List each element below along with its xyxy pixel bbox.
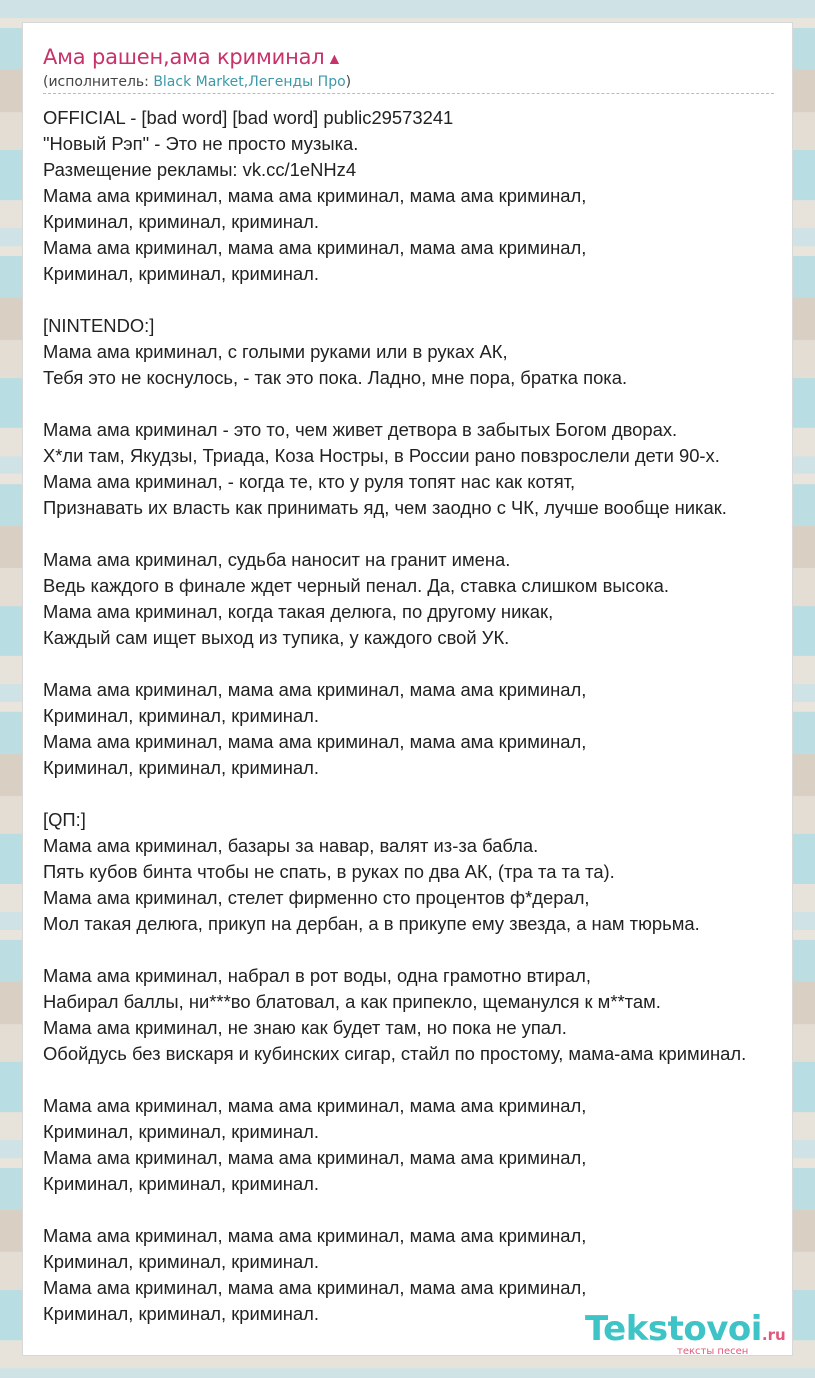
logo-tagline: тексты песен — [677, 1346, 749, 1357]
triangle-up-icon[interactable]: ▲ — [326, 51, 343, 68]
lyrics-text — [43, 105, 815, 1327]
tekstovoi-logo[interactable] — [585, 1309, 795, 1357]
artist-line — [43, 74, 774, 94]
lyrics-blank-line — [43, 781, 815, 807]
lyrics-line: Мама ама криминал - это то, чем живет детвора в забытых Богом дворах. — [43, 419, 678, 440]
lyrics-line: Мама ама криминал, мама ама криминал, мама ама криминал, — [43, 1277, 587, 1298]
lyrics-line: Каждый сам ищет выход из тупика, у каждого свой УК. — [43, 627, 510, 648]
artist-suffix: ) — [345, 74, 352, 90]
song-title-row — [43, 45, 342, 69]
lyrics-line: OFFICIAL - [bad word] [bad word] public29573241 — [43, 107, 454, 128]
lyrics-line: Мама ама криминал, мама ама криминал, мама ама криминал, — [43, 237, 587, 258]
lyrics-blank-line — [43, 521, 815, 547]
lyrics-line: Тебя это не коснулось, - так это пока. Ладно, мне пора, братка пока. — [43, 367, 628, 388]
lyrics-line: Криминал, криминал, криминал. — [43, 263, 319, 284]
lyrics-line: Мама ама криминал, мама ама криминал, мама ама криминал, — [43, 1225, 587, 1246]
lyrics-line: Размещение рекламы: vk.cc/1eNHz4 — [43, 159, 357, 180]
lyrics-line: Признавать их власть как принимать яд, чем заодно с ЧК, лучше вообще никак. — [43, 497, 727, 518]
lyrics-line: Мама ама криминал, - когда те, кто у руля топят нас как котят, — [43, 471, 576, 492]
lyrics-line: Мама ама криминал, набрал в рот воды, одна грамотно втирал, — [43, 965, 591, 986]
lyrics-blank-line — [43, 1067, 815, 1093]
lyrics-line: Набирал баллы, ни***во блатовал, а как припекло, щеманулся к м**там. — [43, 991, 661, 1012]
lyrics-blank-line — [43, 391, 815, 417]
lyrics-line: Мол такая делюга, прикуп на дербан, а в прикупе ему звезда, а нам тюрьма. — [43, 913, 700, 934]
lyrics-line: [QП:] — [43, 809, 86, 830]
lyrics-line: Криминал, криминал, криминал. — [43, 1303, 319, 1324]
lyrics-line: Ведь каждого в финале ждет черный пенал. Да, ставка слишком высока. — [43, 575, 670, 596]
lyrics-blank-line — [43, 937, 815, 963]
lyrics-line: Мама ама криминал, мама ама криминал, мама ама криминал, — [43, 185, 587, 206]
lyrics-line: Мама ама криминал, судьба наносит на гранит имена. — [43, 549, 511, 570]
lyrics-line: Обойдусь без вискаря и кубинских сигар, стайл по простому, мама-ама криминал. — [43, 1043, 747, 1064]
lyrics-blank-line — [43, 651, 815, 677]
lyrics-line: Мама ама криминал, мама ама криминал, мама ама криминал, — [43, 1147, 587, 1168]
lyrics-line: Мама ама криминал, мама ама криминал, мама ама криминал, — [43, 679, 587, 700]
artist-link[interactable]: Black Market,Легенды Про — [153, 74, 346, 90]
logo-main-text: Tekstovoi — [585, 1309, 762, 1349]
lyrics-line: Пять кубов бинта чтобы не спать, в руках по два АК, (тра та та та). — [43, 861, 615, 882]
lyrics-line: Мама ама криминал, с голыми руками или в руках АК, — [43, 341, 508, 362]
lyrics-line: Криминал, криминал, криминал. — [43, 211, 319, 232]
lyrics-blank-line — [43, 1197, 815, 1223]
lyrics-line: Мама ама криминал, мама ама криминал, мама ама криминал, — [43, 1095, 587, 1116]
lyrics-line: Мама ама криминал, стелет фирменно сто процентов ф*дерал, — [43, 887, 590, 908]
artist-prefix: (исполнитель: — [43, 74, 154, 90]
lyrics-line: Криминал, криминал, криминал. — [43, 757, 319, 778]
lyrics-line: Криминал, криминал, криминал. — [43, 1173, 319, 1194]
lyrics-line: Х*ли там, Якудзы, Триада, Коза Ностры, в России рано повзрослели дети 90-х. — [43, 445, 720, 466]
lyrics-line: Мама ама криминал, мама ама криминал, мама ама криминал, — [43, 731, 587, 752]
lyrics-line: Криминал, криминал, криминал. — [43, 1121, 319, 1142]
lyrics-card — [22, 22, 793, 1356]
lyrics-line: "Новый Рэп" - Это не просто музыка. — [43, 133, 359, 154]
lyrics-line: Мама ама криминал, когда такая делюга, по другому никак, — [43, 601, 554, 622]
lyrics-line: Мама ама криминал, не знаю как будет там, но пока не упал. — [43, 1017, 567, 1038]
song-title: Ама рашен,ама криминал — [43, 45, 325, 69]
lyrics-line: Криминал, криминал, криминал. — [43, 705, 319, 726]
lyrics-blank-line — [43, 287, 815, 313]
lyrics-line: Криминал, криминал, криминал. — [43, 1251, 319, 1272]
logo-tld: .ru — [761, 1326, 786, 1344]
lyrics-line: [NINTENDO:] — [43, 315, 155, 336]
lyrics-line: Мама ама криминал, базары за навар, валят из-за бабла. — [43, 835, 539, 856]
